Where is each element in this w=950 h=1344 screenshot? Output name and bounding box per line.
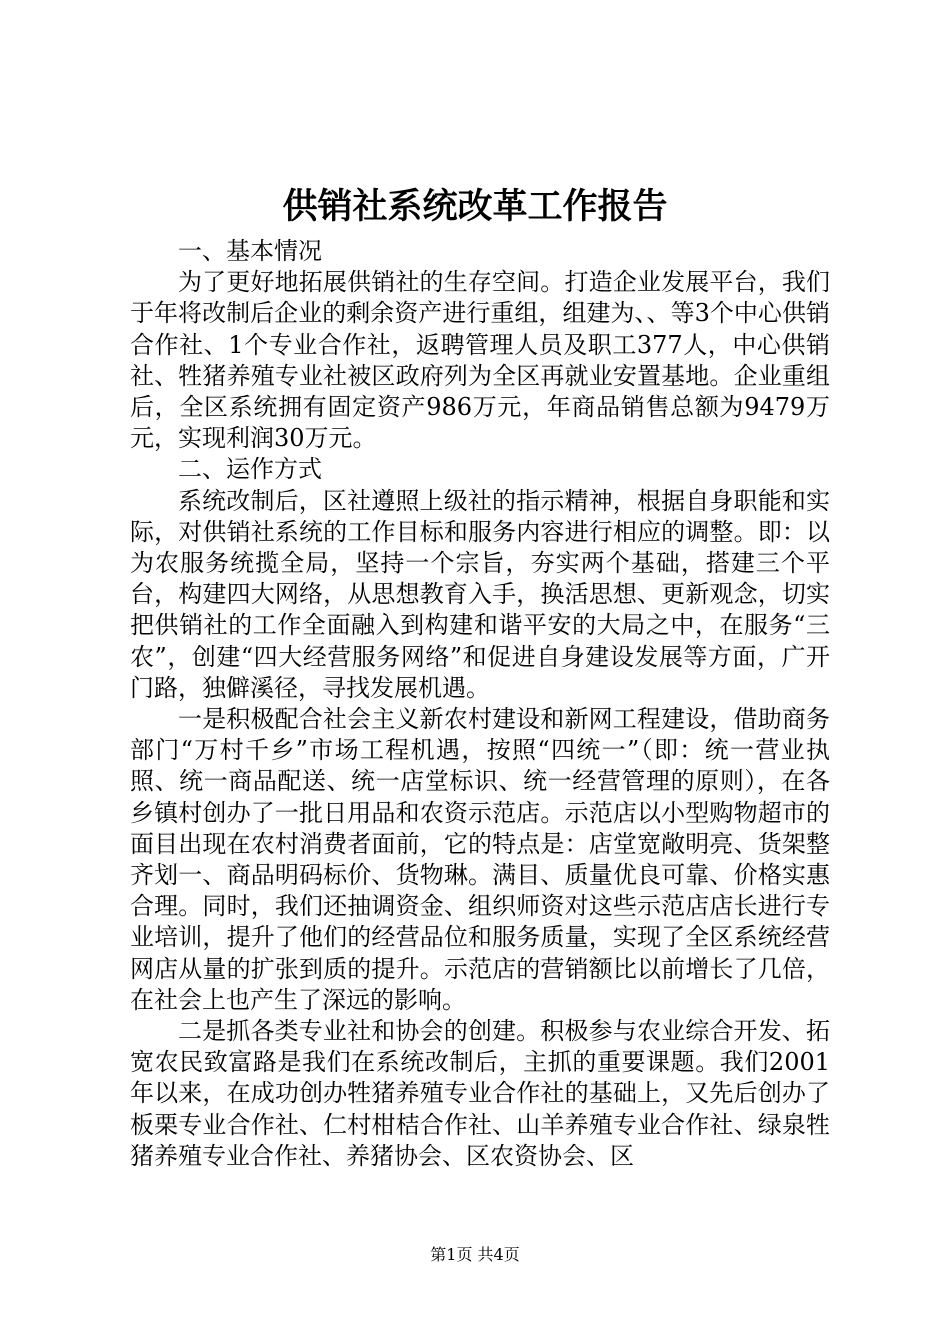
section-heading: 一、基本情况 bbox=[178, 237, 322, 265]
body-paragraph: 为了更好地拓展供销社的生存空间。打造企业发展平台，我们于年将改制后企业的剩余资产进行重组，组建为、、等3个中心供销合作社、1个专业合作社，返聘管理人员及职工377人，中心供销社、牲猪养殖专业社被区政府列为全区再就业安置基地。企业重组后，全区系统拥有固定资产986万元，年商品销售总额为9479万元，实现利润30万元。 bbox=[130, 268, 830, 453]
body-paragraph: 系统改制后，区社遵照上级社的指示精神，根据自身职能和实际，对供销社系统的工作目标和服务内容进行相应的调整。即：以为农服务统揽全局，坚持一个宗旨，夯实两个基础，搭建三个平台，构建四大网络，从思想教育入手，换活思想、更新观念，切实把供销社的工作全面融入到构建和谐平安的大局之中，在服务“三农”，创建“四大经营服务网络”和促进自身建设发展等方面，广开门路，独僻溪径，寻找发展机遇。 bbox=[130, 486, 830, 702]
body-paragraph: 一是积极配合社会主义新农村建设和新网工程建设，借助商务部门“万村千乡”市场工程机遇，按照“四统一”（即：统一营业执照、统一商品配送、统一店堂标识、统一经营管理的原则），在各乡镇村创办了一批日用品和农资示范店。示范店以小型购物超市的面目出现在农村消费者面前，它的特点是：店堂宽敞明亮、货架整齐划一、商品明码标价、货物琳。满目、质量优良可靠、价格实惠合理。同时，我们还抽调资金、组织师资对这些示范店店长进行专业培训，提升了他们的经营品位和服务质量，实现了全区系统经营网店从量的扩张到质的提升。示范店的营销额比以前增长了几倍，在社会上也产生了深远的影响。 bbox=[130, 705, 830, 1014]
page-footer: 第1页 共4页 bbox=[430, 1245, 520, 1264]
document-title: 供销社系统改革工作报告 bbox=[282, 186, 668, 227]
section-heading: 二、运作方式 bbox=[178, 455, 322, 484]
document-body bbox=[130, 236, 830, 1172]
body-paragraph: 二是抓各类专业社和协会的创建。积极参与农业综合开发、拓宽农民致富路是我们在系统改制后，主抓的重要课题。我们2001年以来，在成功创办牲猪养殖专业合作社的基础上，又先后创办了板栗专业合作社、仁村柑桔合作社、山羊养殖专业合作社、绿泉牲猪养殖专业合作社、养猪协会、区农资协会、区 bbox=[130, 1017, 830, 1170]
